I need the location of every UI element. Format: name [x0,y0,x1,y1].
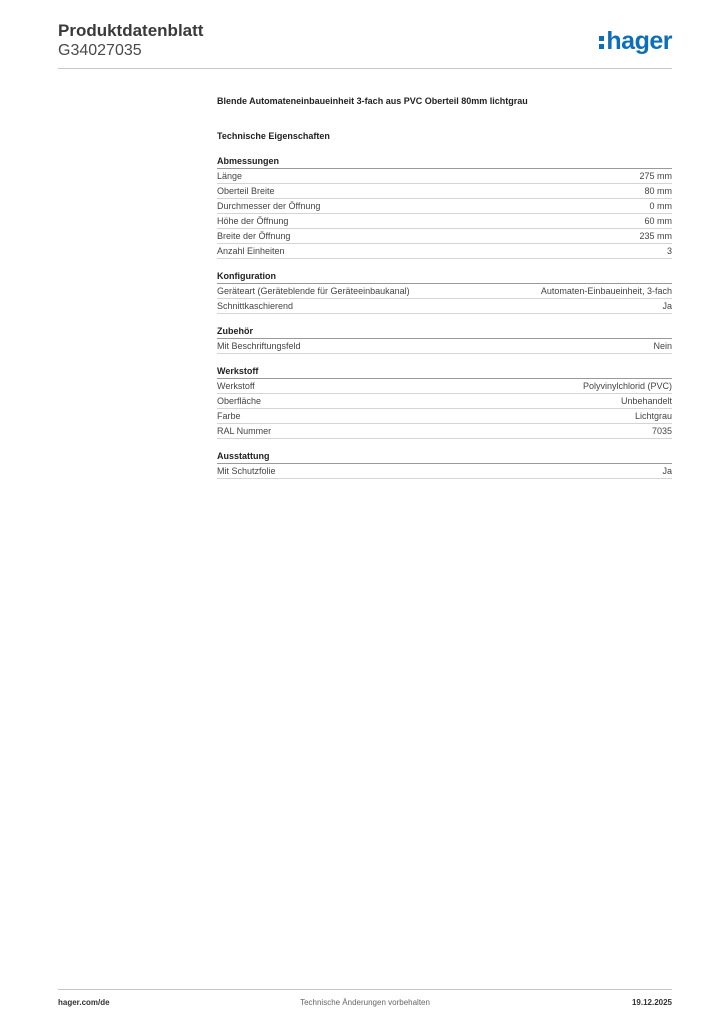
property-row [217,214,672,229]
property-value: Unbehandelt [620,396,672,406]
property-label: Schnittkaschierend [217,301,294,311]
property-group [217,271,672,314]
group-title: Ausstattung [217,451,672,464]
property-row [217,394,672,409]
group-title: Werkstoff [217,366,672,379]
property-row [217,409,672,424]
property-label: Höhe der Öffnung [217,216,289,226]
datasheet-content [217,95,672,479]
header-divider [58,68,672,69]
page-footer [58,997,672,1011]
property-value: Ja [662,301,672,311]
property-row [217,464,672,479]
section-title: Technische Eigenschaften [217,131,330,141]
property-group [217,326,672,354]
property-label: Geräteart (Geräteblende für Geräteeinbaukanal) [217,286,410,296]
group-title: Konfiguration [217,271,672,284]
group-title: Abmessungen [217,156,672,169]
hager-logo [599,28,672,54]
property-label: Oberfläche [217,396,262,406]
property-value: Nein [653,341,672,351]
property-value: Ja [662,466,672,476]
page-header [58,20,672,68]
product-name: Blende Automateneinbaueinheit 3-fach aus PVC Oberteil 80mm lichtgrau [217,96,528,106]
footer-website: hager.com/de [58,998,110,1007]
property-value: 3 [666,246,672,256]
property-value: Automaten-Einbaueinheit, 3-fach [540,286,672,296]
footer-disclaimer: Technische Änderungen vorbehalten [300,998,430,1007]
property-row [217,284,672,299]
property-value: 275 mm [639,171,672,181]
property-row [217,424,672,439]
property-row [217,339,672,354]
property-value: 60 mm [644,216,672,226]
footer-divider [58,989,672,990]
property-value: Polyvinylchlorid (PVC) [582,381,672,391]
property-value: 7035 [651,426,672,436]
property-value: 0 mm [649,201,672,211]
property-group [217,451,672,479]
property-group [217,366,672,439]
property-row [217,229,672,244]
property-label: Länge [217,171,243,181]
logo-text: hager [606,27,672,55]
property-label: Werkstoff [217,381,255,391]
property-value: 235 mm [639,231,672,241]
document-title: Produktdatenblatt [58,21,204,40]
property-row [217,184,672,199]
property-groups [217,156,672,479]
property-label: Durchmesser der Öffnung [217,201,321,211]
footer-date: 19.12.2025 [631,998,672,1007]
property-row [217,199,672,214]
property-label: RAL Nummer [217,426,272,436]
property-row [217,299,672,314]
article-number: G34027035 [58,42,142,59]
property-label: Mit Beschriftungsfeld [217,341,301,351]
property-value: Lichtgrau [634,411,672,421]
property-row [217,169,672,184]
property-label: Anzahl Einheiten [217,246,285,256]
property-label: Mit Schutzfolie [217,466,276,476]
property-row [217,244,672,259]
property-label: Oberteil Breite [217,186,275,196]
logo-colon-icon [599,34,604,50]
property-label: Breite der Öffnung [217,231,291,241]
property-row [217,379,672,394]
property-group [217,156,672,259]
property-value: 80 mm [644,186,672,196]
group-title: Zubehör [217,326,672,339]
property-label: Farbe [217,411,241,421]
